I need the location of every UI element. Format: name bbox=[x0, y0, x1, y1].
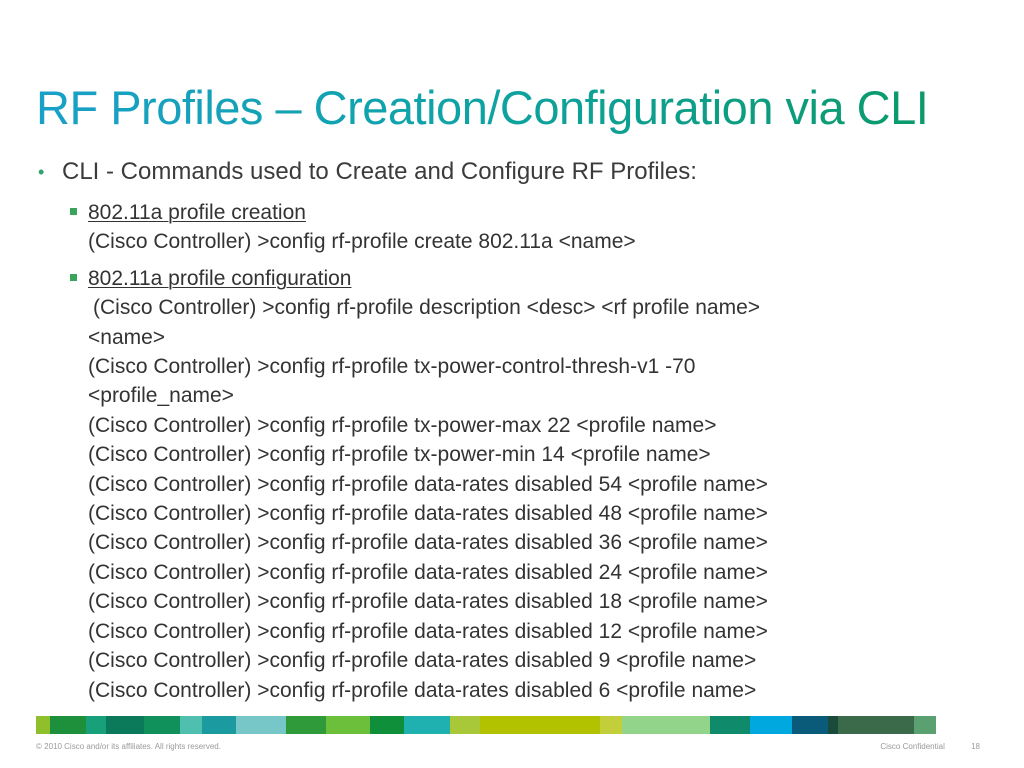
color-bar-segment bbox=[792, 716, 828, 734]
color-bar-segment bbox=[838, 716, 914, 734]
color-bar-segment bbox=[180, 716, 202, 734]
cli-command-line: <profile_name> bbox=[88, 384, 234, 408]
configuration-heading: 802.11a profile configuration bbox=[88, 266, 352, 290]
creation-heading: 802.11a profile creation bbox=[88, 201, 306, 224]
color-bar-segment bbox=[914, 716, 936, 734]
cli-command-line: (Cisco Controller) >config rf-profile data-rates disabled 18 <profile name> bbox=[88, 590, 768, 614]
cli-command-line: (Cisco Controller) >config rf-profile data-rates disabled 6 <profile name> bbox=[88, 678, 757, 702]
cli-command-line: (Cisco Controller) >config rf-profile data-rates disabled 48 <profile name> bbox=[88, 502, 768, 526]
square-bullet-icon bbox=[70, 274, 77, 281]
color-bar-segment bbox=[106, 716, 144, 734]
color-bar-segment bbox=[450, 716, 480, 734]
configuration-item bbox=[70, 264, 996, 705]
copyright-text: © 2010 Cisco and/or its affiliates. All rights reserved. bbox=[36, 742, 221, 751]
slide-body bbox=[36, 156, 996, 712]
sub-bullet-list bbox=[70, 198, 996, 705]
color-bar-segment bbox=[828, 716, 838, 734]
page-number: 18 bbox=[971, 742, 980, 751]
color-bar-segment bbox=[50, 716, 86, 734]
color-bar-segment bbox=[36, 716, 50, 734]
color-bar-segment bbox=[480, 716, 600, 734]
color-bar-segment bbox=[710, 716, 750, 734]
footer-right bbox=[880, 742, 980, 751]
color-bar-segment bbox=[326, 716, 370, 734]
cli-command-line: (Cisco Controller) >config rf-profile data-rates disabled 36 <profile name> bbox=[88, 531, 768, 555]
cli-command-line: (Cisco Controller) >config rf-profile tx-power-control-thresh-v1 -70 bbox=[88, 355, 696, 379]
confidential-label: Cisco Confidential bbox=[880, 742, 945, 751]
cli-command-line: (Cisco Controller) >config rf-profile data-rates disabled 54 <profile name> bbox=[88, 472, 768, 496]
cli-command-line: (Cisco Controller) >config rf-profile data-rates disabled 9 <profile name> bbox=[88, 649, 757, 673]
cli-command-line: <name> bbox=[88, 325, 166, 349]
cli-command-line: (Cisco Controller) >config rf-profile tx-power-max 22 <profile name> bbox=[88, 413, 717, 437]
color-bar-segment bbox=[86, 716, 106, 734]
slide-title: RF Profiles – Creation/Configuration via CLI bbox=[36, 78, 928, 138]
main-bullet-text: CLI - Commands used to Create and Configure RF Profiles: bbox=[62, 158, 697, 185]
bullet-dot-icon: • bbox=[38, 162, 45, 182]
color-bar-segment bbox=[286, 716, 326, 734]
color-bar-segment bbox=[404, 716, 450, 734]
color-bar-segment bbox=[600, 716, 622, 734]
color-bar-segment bbox=[750, 716, 792, 734]
cli-command-line: (Cisco Controller) >config rf-profile tx-power-min 14 <profile name> bbox=[88, 443, 711, 467]
cli-command-line: (Cisco Controller) >config rf-profile description <desc> <rf profile name> bbox=[93, 296, 761, 320]
main-bullet bbox=[36, 156, 996, 188]
cli-command-line: (Cisco Controller) >config rf-profile data-rates disabled 12 <profile name> bbox=[88, 619, 768, 643]
color-bar-segment bbox=[370, 716, 404, 734]
creation-item bbox=[70, 198, 996, 257]
color-bar-segment bbox=[622, 716, 710, 734]
cli-command-line: (Cisco Controller) >config rf-profile create 802.11a <name> bbox=[88, 230, 636, 254]
color-bar-segment bbox=[236, 716, 286, 734]
color-bar-segment bbox=[202, 716, 236, 734]
color-bar-segment bbox=[144, 716, 180, 734]
cli-command-line: (Cisco Controller) >config rf-profile data-rates disabled 24 <profile name> bbox=[88, 560, 768, 584]
footer-color-bar bbox=[36, 716, 986, 734]
square-bullet-icon bbox=[70, 208, 77, 215]
